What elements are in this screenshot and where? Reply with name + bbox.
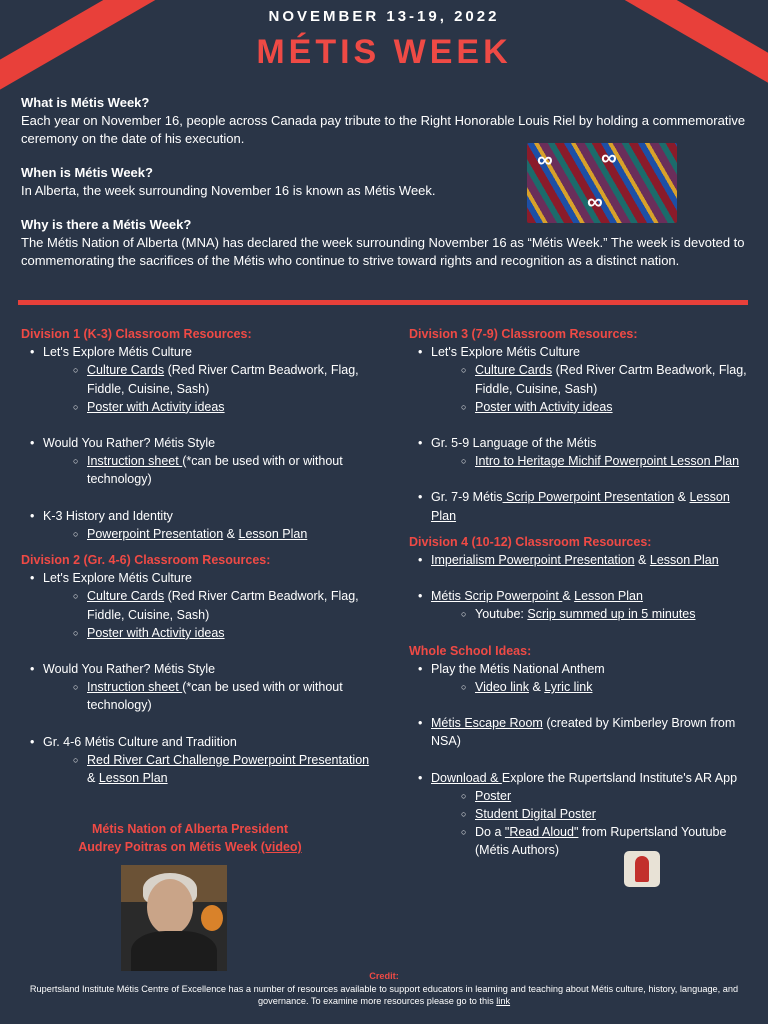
- scrip-powerpoint-link[interactable]: Métis Scrip Powerpoint: [431, 589, 563, 604]
- list-item: • Let's Explore Métis Culture ○ Culture Cards (Red River Cartm Beadwork, Flag, Fiddle, Cuisine, Sash) ○ Poster with Activity ideas: [409, 343, 754, 416]
- list-item: [431, 452, 754, 470]
- student-poster-link[interactable]: Student Digital Poster: [475, 807, 596, 822]
- list-item: ○ Powerpoint Presentation & Lesson Plan: [43, 525, 371, 543]
- cart-challenge-link[interactable]: Red River Cart Challenge Powerpoint Presentation: [87, 752, 370, 767]
- credit-link[interactable]: link: [496, 996, 511, 1006]
- imperialism-link[interactable]: Imperialism Powerpoint Presentation: [431, 553, 635, 568]
- list-item: • Gr. 7-9 Métis Scrip Powerpoint Presentation & Lesson Plan: [409, 488, 754, 524]
- lesson-plan-link[interactable]: Lesson Plan: [238, 526, 308, 541]
- answer-what: Each year on November 16, people across Canada pay tribute to the Right Honorable Louis Riel by holding a commemorative ceremony on the date of his execution.: [21, 113, 746, 146]
- escape-room-link[interactable]: Métis Escape Room: [431, 716, 543, 731]
- list-item: • Métis Scrip Powerpoint & Lesson Plan ○ Youtube: Scrip summed up in 5 minutes: [409, 587, 754, 623]
- division1-heading: Division 1 (K-3) Classroom Resources:: [21, 327, 252, 341]
- list-item: [43, 624, 371, 642]
- page-header: [0, 8, 768, 72]
- whole-school-heading: Whole School Ideas:: [409, 643, 532, 658]
- list-item: ○ Red River Cart Challenge Powerpoint Presentation & Lesson Plan: [43, 751, 371, 787]
- question-why: Why is there a Métis Week?: [21, 217, 192, 232]
- lyric-link[interactable]: Lyric link: [544, 680, 593, 695]
- event-dates: NOVEMBER 13-19, 2022: [268, 8, 500, 25]
- culture-cards-link[interactable]: Culture Cards: [87, 589, 165, 604]
- list-item: • Gr. 4-6 Métis Culture and Tradiition ○ Red River Cart Challenge Powerpoint Presentation & Lesson Plan: [21, 733, 371, 788]
- culture-cards-link[interactable]: Culture Cards: [475, 363, 553, 378]
- instruction-sheet-link[interactable]: Instruction sheet: [87, 680, 183, 695]
- list-item: [43, 398, 371, 416]
- left-column: [21, 325, 371, 787]
- ar-poster-link[interactable]: Poster: [475, 788, 512, 803]
- infinity-symbol-icon: ∞: [587, 189, 603, 214]
- list-item: • Would You Rather? Métis Style ○ Instruction sheet (*can be used with or without technology): [21, 660, 371, 715]
- list-item: • Let's Explore Métis Culture ○ Culture Cards (Red River Cartm Beadwork, Flag, Fiddle, Cuisine, Sash) ○ Poster with Activity ideas: [21, 569, 371, 642]
- list-item: • Would You Rather? Métis Style ○ Instruction sheet (*can be used with or without technology): [21, 434, 371, 489]
- list-item: ○ Youtube: Scrip summed up in 5 minutes: [431, 605, 754, 623]
- list-item: • Download & Explore the Rupertsland Institute's AR App ○ Poster ○ Student Digital Poster ○ Do a "Read Aloud" from Rupertsland Youtube (Métis Authors): [409, 769, 754, 860]
- section-divider: [18, 300, 748, 305]
- list-item: ○ Instruction sheet (*can be used with or without technology): [43, 452, 371, 488]
- youtube-link[interactable]: Scrip summed up in 5 minutes: [527, 607, 696, 622]
- president-video-link[interactable]: (video): [260, 840, 302, 854]
- list-item: [431, 805, 754, 823]
- lesson-plan-link[interactable]: Lesson Plan: [574, 589, 643, 604]
- list-item: ○ Instruction sheet (*can be used with or without technology): [43, 678, 371, 714]
- president-caption: Métis Nation of Alberta President Audrey Poitras on Métis Week (video): [78, 822, 302, 854]
- list-item: ○ Video link & Lyric link: [431, 678, 754, 696]
- poster-link[interactable]: Poster with Activity ideas: [87, 625, 225, 640]
- michif-link[interactable]: Intro to Heritage Michif Powerpoint Lesson Plan: [475, 454, 740, 469]
- list-item: • Imperialism Powerpoint Presentation & Lesson Plan: [409, 551, 754, 569]
- division3-heading: Division 3 (7-9) Classroom Resources:: [409, 327, 638, 341]
- division2-heading: Division 2 (Gr. 4-6) Classroom Resources:: [21, 553, 271, 568]
- poster-link[interactable]: Poster with Activity ideas: [475, 399, 613, 414]
- division4-heading: Division 4 (10-12) Classroom Resources:: [409, 534, 652, 549]
- video-link[interactable]: Video link: [475, 680, 529, 695]
- lesson-plan-link[interactable]: Lesson Plan: [649, 553, 719, 568]
- president-photo: [121, 865, 227, 971]
- ar-app-icon[interactable]: [624, 851, 660, 887]
- lesson-plan-link[interactable]: Lesson Plan: [431, 490, 730, 523]
- list-item: ○ Culture Cards (Red River Cartm Beadwork, Flag, Fiddle, Cuisine, Sash): [431, 361, 754, 397]
- list-item: [431, 787, 754, 805]
- credit-label: Credit:: [369, 971, 399, 981]
- answer-why: The Métis Nation of Alberta (MNA) has declared the week surrounding November 16 as “Métis Week.” The week is devoted to commemorating the sacrifices of the Métis who continue to strive toward rights and recognition as a distinct nation.: [21, 235, 745, 268]
- lesson-plan-link[interactable]: Lesson Plan: [98, 771, 168, 786]
- credit-footer: [20, 970, 748, 1008]
- infinity-symbol-icon: ∞: [601, 145, 617, 170]
- scrip-link[interactable]: Scrip Powerpoint Presentation: [502, 490, 675, 505]
- question-what: What is Métis Week?: [21, 95, 150, 110]
- metis-sash-photo: [527, 143, 677, 223]
- question-when: When is Métis Week?: [21, 165, 153, 180]
- page-title: MÉTIS WEEK: [256, 33, 512, 71]
- list-item: [431, 398, 754, 416]
- credit-text: Rupertsland Institute Métis Centre of Excellence has a number of resources available to support educators in learning and teaching about Métis culture, history, language, and governance. To examine more resources please go to this: [29, 983, 739, 1006]
- infinity-symbol-icon: ∞: [537, 147, 553, 172]
- list-item: ○ Culture Cards (Red River Cartm Beadwork, Flag, Fiddle, Cuisine, Sash): [43, 587, 371, 623]
- list-item: • Gr. 5-9 Language of the Métis ○ Intro to Heritage Michif Powerpoint Lesson Plan: [409, 434, 754, 470]
- read-aloud-link[interactable]: "Read Aloud": [504, 825, 579, 840]
- instruction-sheet-link[interactable]: Instruction sheet: [87, 454, 183, 469]
- poster-link[interactable]: Poster with Activity ideas: [87, 399, 225, 414]
- culture-cards-link[interactable]: Culture Cards: [87, 363, 165, 378]
- list-item: • Let's Explore Métis Culture ○ Culture Cards (Red River Cartm Beadwork, Flag, Fiddle, Cuisine, Sash) ○ Poster with Activity ideas: [21, 343, 371, 416]
- list-item: ○ Do a "Read Aloud" from Rupertsland Youtube (Métis Authors): [431, 823, 754, 859]
- list-item: ○ Culture Cards (Red River Cartm Beadwork, Flag, Fiddle, Cuisine, Sash): [43, 361, 371, 397]
- list-item: • K-3 History and Identity ○ Powerpoint Presentation & Lesson Plan: [21, 507, 371, 543]
- list-item: • Play the Métis National Anthem ○ Video link & Lyric link: [409, 660, 754, 696]
- answer-when: In Alberta, the week surrounding November 16 is known as Métis Week.: [21, 183, 436, 198]
- download-link[interactable]: Download &: [431, 770, 502, 785]
- list-item: • Métis Escape Room (created by Kimberley Brown from NSA): [409, 714, 754, 750]
- powerpoint-link[interactable]: Powerpoint Presentation: [87, 526, 224, 541]
- right-column: [409, 325, 754, 860]
